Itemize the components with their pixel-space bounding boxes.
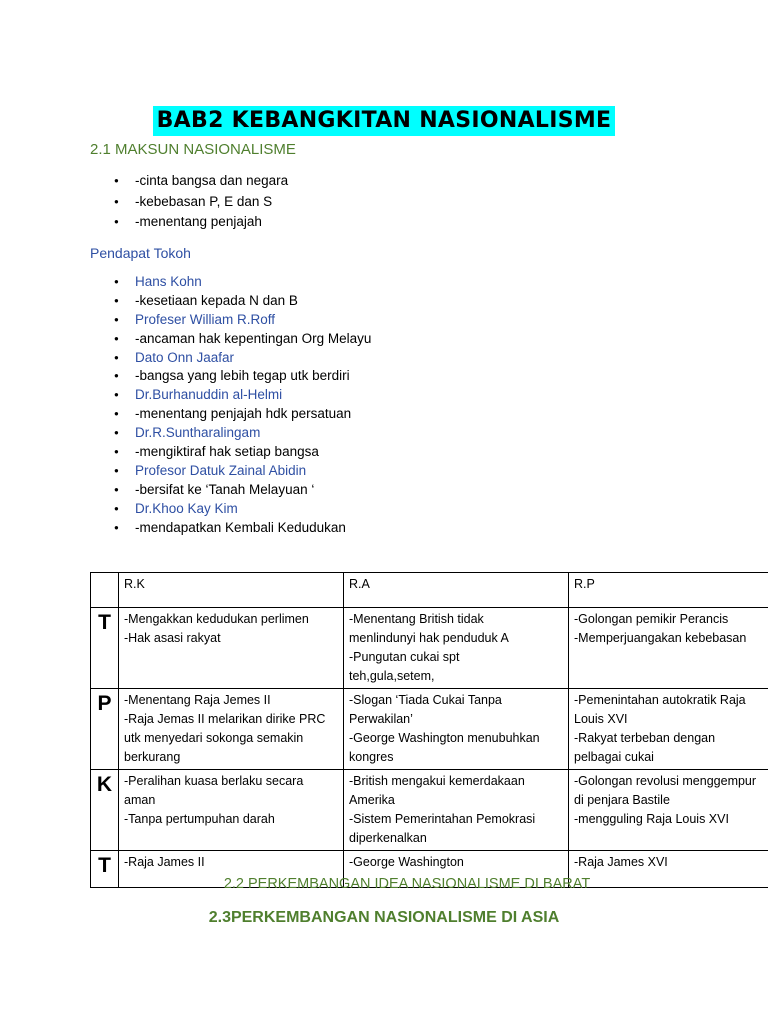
- figure-view: ● -mendapatkan Kembali Kedudukan: [90, 519, 371, 538]
- cell-line: menlindunyi hak penduduk A: [349, 631, 509, 645]
- cell-line: -Slogan ‘Tiada Cukai Tanpa: [349, 693, 502, 707]
- cell-line: -Golongan revolusi menggempur: [574, 774, 757, 788]
- figure-view: ● -mengiktiraf hak setiap bangsa: [90, 443, 371, 462]
- list-item: ● -cinta bangsa dan negara: [90, 171, 288, 192]
- cell-line: -Rakyat terbeban dengan: [574, 731, 716, 745]
- section-heading-barat: 2.2 PERKEMBANGAN IDEA NASIONALISME DI BARAT: [223, 876, 591, 892]
- figure-name: ● Dr.Khoo Kay Kim: [90, 500, 371, 519]
- cell-line: -British mengakui kemerdakaan: [349, 774, 525, 788]
- column-header: R.K: [119, 573, 344, 608]
- row-label: T: [91, 851, 119, 888]
- section-heading-maksud: 2.1 MAKSUN NASIONALISME: [90, 141, 296, 158]
- cell-line: -Mengakkan kedudukan perlimen: [124, 612, 309, 626]
- figure-view: ● -bersifat ke ‘Tanah Melayuan ‘: [90, 481, 371, 500]
- corner-cell: [91, 573, 119, 608]
- figure-view: ● -kesetiaan kepada N dan B: [90, 292, 371, 311]
- table-cell: [344, 608, 569, 689]
- cell-line: Louis XVI: [574, 712, 628, 726]
- cell-line: -Sistem Pemerintahan Pemokrasi: [349, 812, 536, 826]
- section-heading-asia: 2.3PERKEMBANGAN NASIONALISME DI ASIA: [208, 909, 560, 926]
- cell-line: -Pungutan cukai spt: [349, 650, 460, 664]
- table-cell: [344, 689, 569, 770]
- figures-list: [90, 273, 371, 537]
- cell-line: -Peralihan kuasa berlaku secara: [124, 774, 304, 788]
- table-row: [91, 770, 768, 851]
- cell-line: utk menyedari sokonga semakin: [124, 731, 304, 745]
- table-cell: [569, 689, 768, 770]
- column-header: R.A: [344, 573, 569, 608]
- row-label: T: [91, 608, 119, 689]
- document-title: BAB2 KEBANGKITAN NASIONALISME: [153, 106, 616, 136]
- cell-line: -Raja James XVI: [574, 855, 668, 869]
- cell-line: -Menentang Raja Jemes II: [124, 693, 271, 707]
- cell-line: kongres: [349, 750, 394, 764]
- cell-line: -George Washington menubuhkan: [349, 731, 540, 745]
- figure-name: ● Dato Onn Jaafar: [90, 349, 371, 368]
- table-row: [91, 608, 768, 689]
- figure-name: ● Dr.Burhanuddin al-Helmi: [90, 386, 371, 405]
- cell-line: -Memperjuangakan kebebasan: [574, 631, 747, 645]
- list-item: ● -kebebasan P, E dan S: [90, 192, 288, 213]
- figure-name: ● Profeser William R.Roff: [90, 311, 371, 330]
- cell-line: diperkenalkan: [349, 831, 427, 845]
- figure-view: ● -menentang penjajah hdk persatuan: [90, 405, 371, 424]
- list-item: ● -menentang penjajah: [90, 212, 288, 233]
- title-wrapper: [0, 106, 768, 136]
- cell-line: aman: [124, 793, 156, 807]
- figure-name: ● Dr.R.Suntharalingam: [90, 424, 371, 443]
- figure-name: ● Profesor Datuk Zainal Abidin: [90, 462, 371, 481]
- cell-line: -Hak asasi rakyat: [124, 631, 221, 645]
- figure-name: ● Hans Kohn: [90, 273, 371, 292]
- row-label: K: [91, 770, 119, 851]
- cell-line: berkurang: [124, 750, 181, 764]
- table-cell: [119, 689, 344, 770]
- cell-line: -George Washington: [349, 855, 464, 869]
- table-cell: [569, 608, 768, 689]
- cell-line: pelbagai cukai: [574, 750, 654, 764]
- column-header: R.P: [569, 573, 768, 608]
- table-row: [91, 689, 768, 770]
- cell-line: -mengguling Raja Louis XVI: [574, 812, 729, 826]
- figure-view: ● -bangsa yang lebih tegap utk berdiri: [90, 367, 371, 386]
- revolution-comparison-table: [90, 572, 768, 888]
- cell-line: -Pemenintahan autokratik Raja: [574, 693, 746, 707]
- cell-line: Amerika: [349, 793, 395, 807]
- figure-view: ● -ancaman hak kepentingan Org Melayu: [90, 330, 371, 349]
- table-cell: [119, 608, 344, 689]
- cell-line: -Golongan pemikir Perancis: [574, 612, 729, 626]
- cell-line: di penjara Bastile: [574, 793, 670, 807]
- cell-line: -Raja Jemas II melarikan dirike PRC: [124, 712, 326, 726]
- row-label: P: [91, 689, 119, 770]
- table-cell: [344, 770, 569, 851]
- cell-line: teh,gula,setem,: [349, 669, 435, 683]
- opinion-heading: Pendapat Tokoh: [90, 245, 191, 261]
- cell-line: -Raja James II: [124, 855, 205, 869]
- table-cell: [119, 770, 344, 851]
- table-header-row: [91, 573, 768, 608]
- cell-line: Perwakilan’: [349, 712, 413, 726]
- meaning-list: [90, 171, 288, 233]
- cell-line: -Tanpa pertumpuhan darah: [124, 812, 275, 826]
- table-cell: [569, 770, 768, 851]
- cell-line: -Menentang British tidak: [349, 612, 484, 626]
